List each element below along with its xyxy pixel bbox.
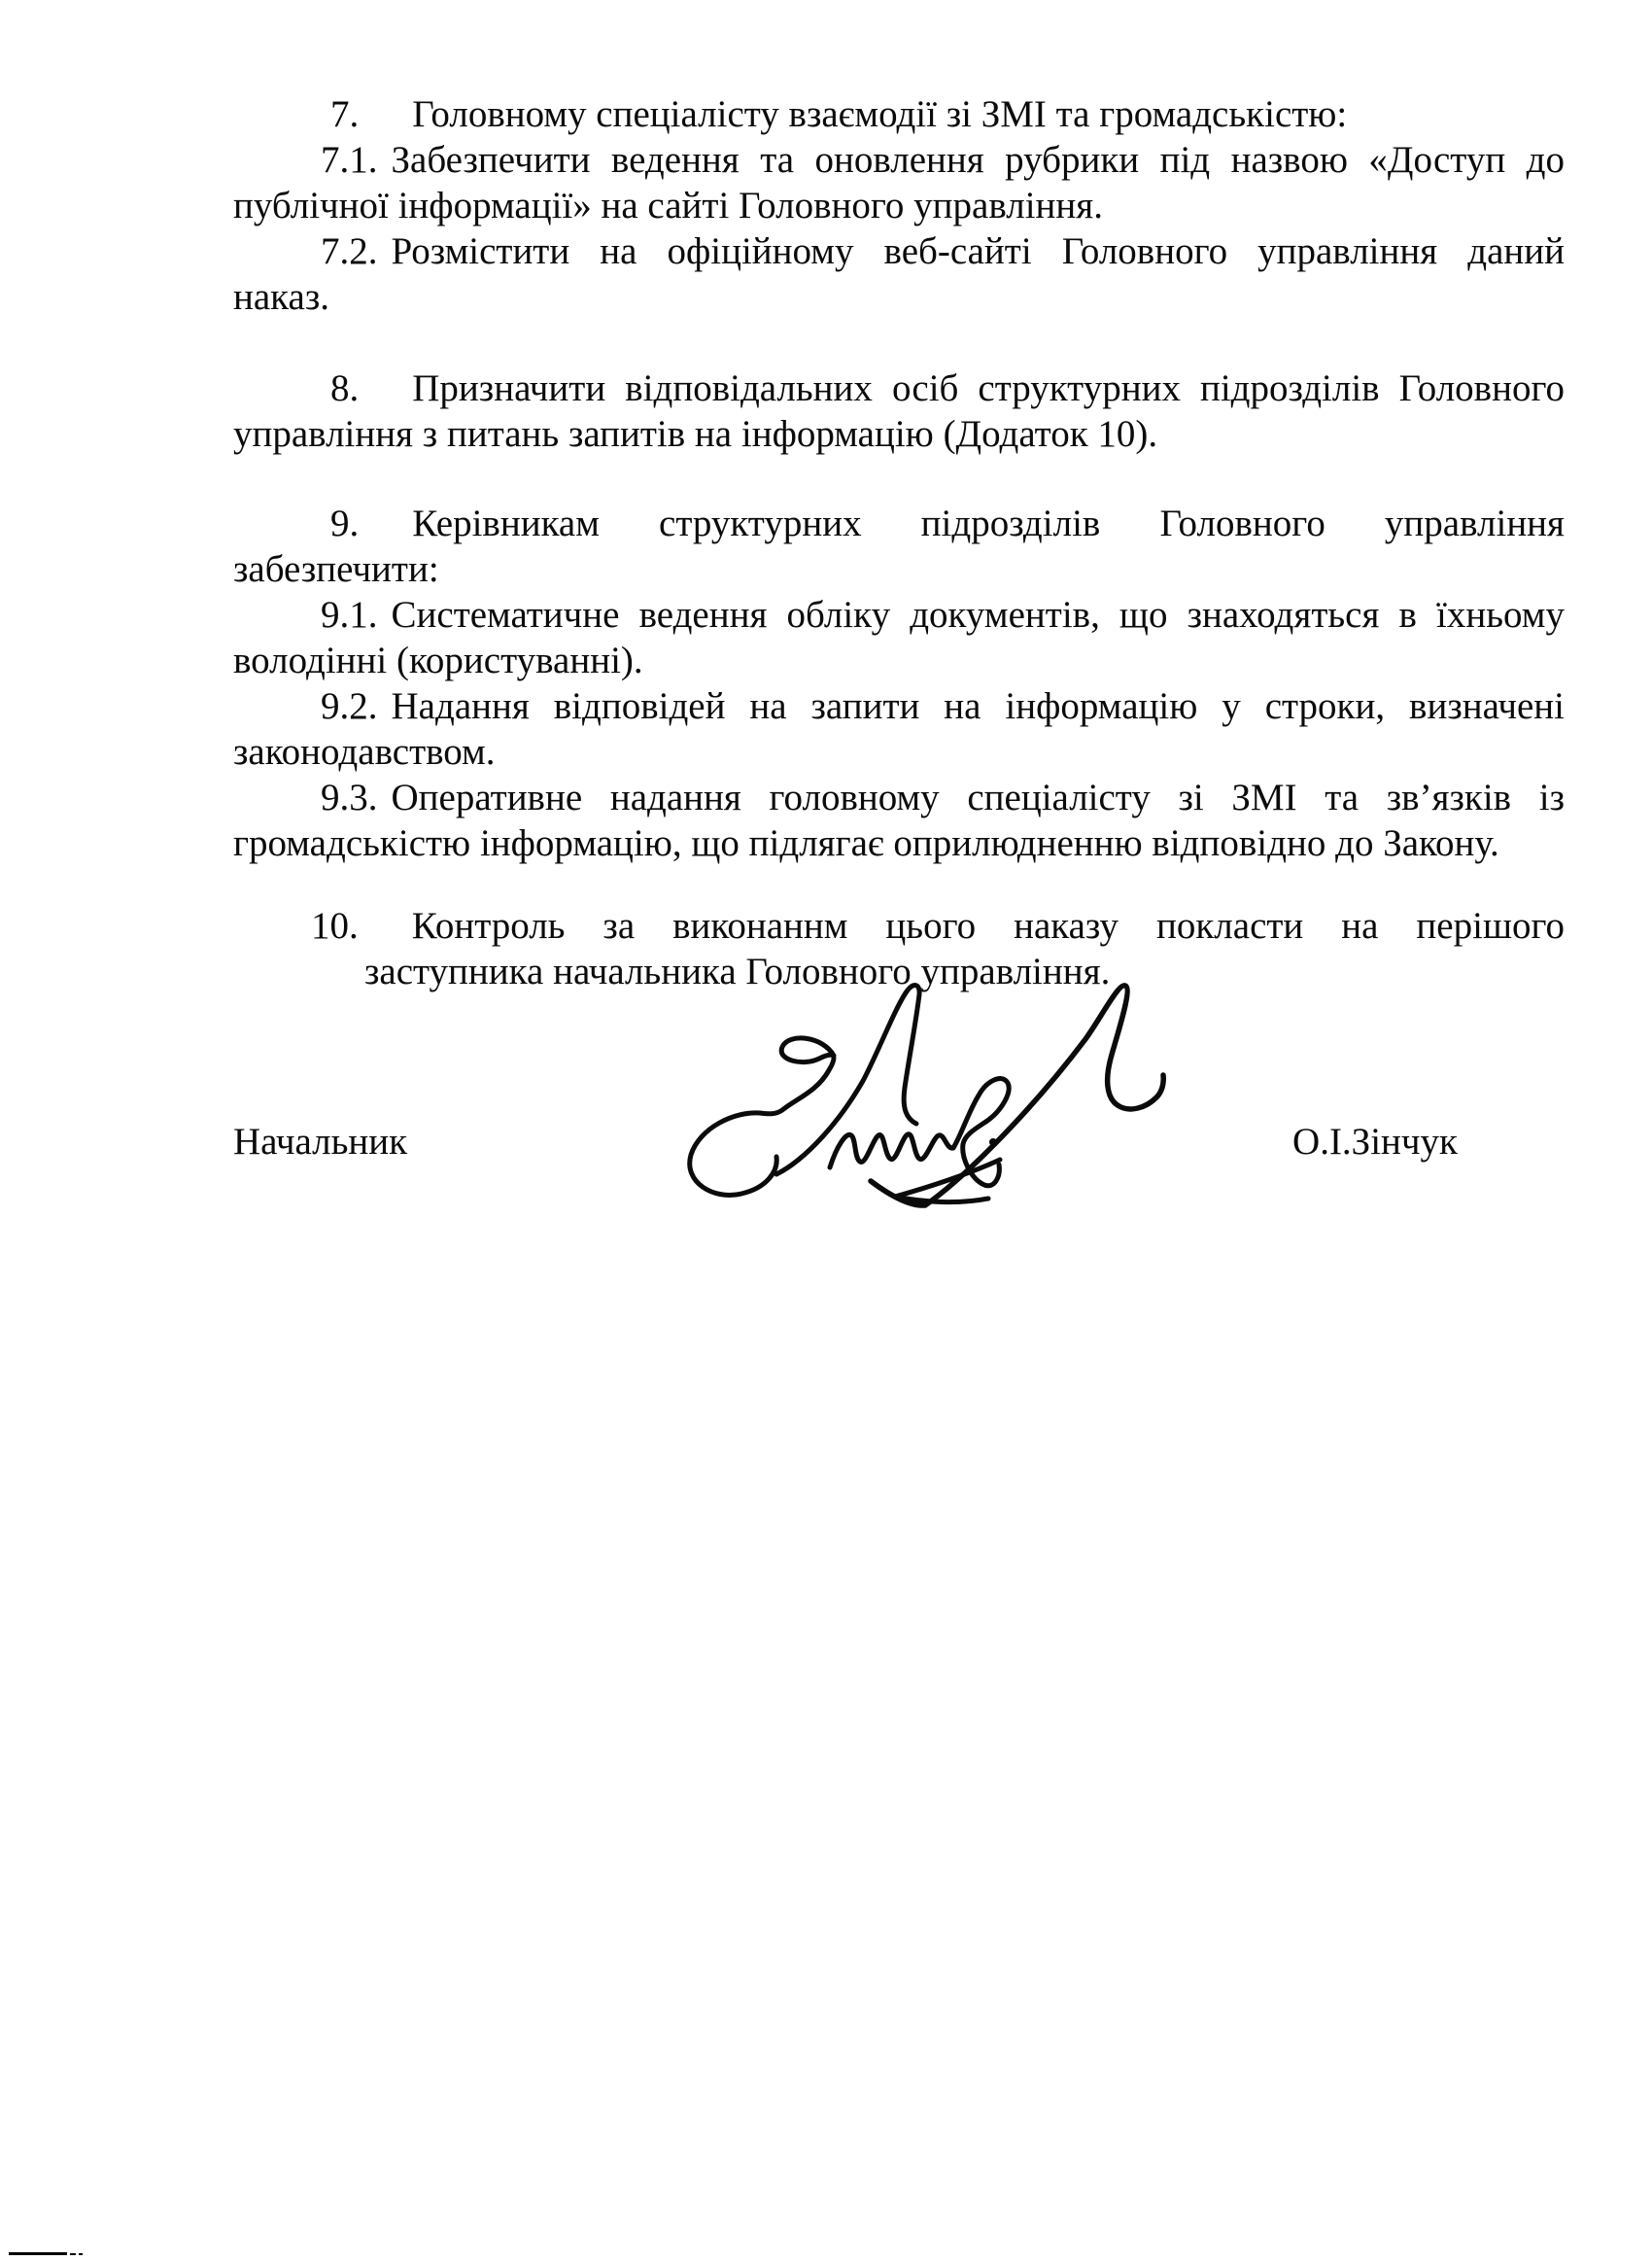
item-number: 10.: [311, 905, 359, 947]
signer-name: О.І.Зінчук: [1292, 1121, 1458, 1163]
line-text: законодавством.: [233, 731, 496, 773]
paragraph-line: [233, 228, 1565, 274]
signer-position-title: Начальник: [233, 1121, 408, 1163]
item-number: 9.2.: [321, 685, 378, 727]
paragraph-line: [233, 501, 1565, 546]
line-text: Надання відповідей на запити на інформацію у строки, визначені: [391, 685, 1565, 727]
line-text: Систематичне ведення обліку документів, що знаходяться в їхньому: [391, 594, 1565, 636]
paragraph-9: [233, 501, 1565, 592]
item-number: 9.1.: [321, 594, 378, 636]
scan-artifact-dot: [79, 2253, 83, 2255]
line-text: Контроль за виконаннм цього наказу покласти на перішого: [411, 905, 1565, 947]
paragraph-line: [233, 729, 1565, 775]
item-number: 9.3.: [321, 777, 378, 818]
paragraph-line: [233, 820, 1565, 866]
line-text: заступника начальника Головного управління.: [364, 951, 1111, 992]
paragraph-9-2: [233, 683, 1565, 775]
line-text: Забезпечити ведення та оновлення рубрики під назвою «Доступ до: [391, 139, 1565, 181]
paragraph-7: [233, 91, 1565, 137]
line-text: наказ.: [233, 276, 330, 318]
paragraph-line: [233, 775, 1565, 820]
item-number: 7.1.: [321, 139, 378, 181]
line-text: публічної інформації» на сайті Головного управління.: [233, 185, 1103, 226]
paragraph-7-2: [233, 228, 1565, 320]
paragraph-line: [233, 365, 1565, 411]
item-number: 9.: [330, 503, 360, 544]
line-text: Розмістити на офіційному веб-сайті Головного управління даний: [391, 230, 1565, 272]
scan-artifact-mark: [9, 2252, 67, 2255]
item-number: 7.: [330, 93, 360, 135]
paragraph-line: [233, 592, 1565, 638]
line-text: громадськістю інформацію, що підлягає оприлюдненню відповідно до Закону.: [233, 822, 1499, 864]
paragraph-line: [233, 91, 1565, 137]
line-text: Оперативне надання головному спеціалісту зі ЗМІ та зв’язків із: [391, 777, 1565, 818]
paragraph-8: [233, 365, 1565, 457]
paragraph-line: [233, 274, 1565, 320]
paragraph-9-1: [233, 592, 1565, 683]
paragraph-line: [233, 411, 1565, 457]
line-text: Призначити відповідальних осіб структурних підрозділів Головного: [412, 367, 1565, 409]
paragraph-line: [233, 183, 1565, 228]
paragraph-line: [233, 546, 1565, 592]
scan-artifact-dot: [70, 2253, 76, 2255]
item-number: 8.: [330, 367, 360, 409]
item-number: 7.2.: [321, 230, 378, 272]
line-text: Головному спеціалісту взаємодії зі ЗМІ та громадськістю:: [412, 93, 1348, 135]
paragraph-line: [233, 903, 1565, 949]
paragraph-7-1: [233, 137, 1565, 228]
line-text: управління з питань запитів на інформацію (Додаток 10).: [233, 413, 1158, 455]
paragraph-line: [233, 683, 1565, 729]
paragraph-line: [233, 137, 1565, 183]
line-text: Керівникам структурних підрозділів Головного управління: [412, 503, 1565, 544]
line-text: володінні (користуванні).: [233, 640, 643, 681]
paragraph-line: [233, 638, 1565, 683]
handwritten-signature-icon: [680, 972, 1166, 1269]
line-text: забезпечити:: [233, 548, 439, 590]
paragraph-9-3: [233, 775, 1565, 866]
